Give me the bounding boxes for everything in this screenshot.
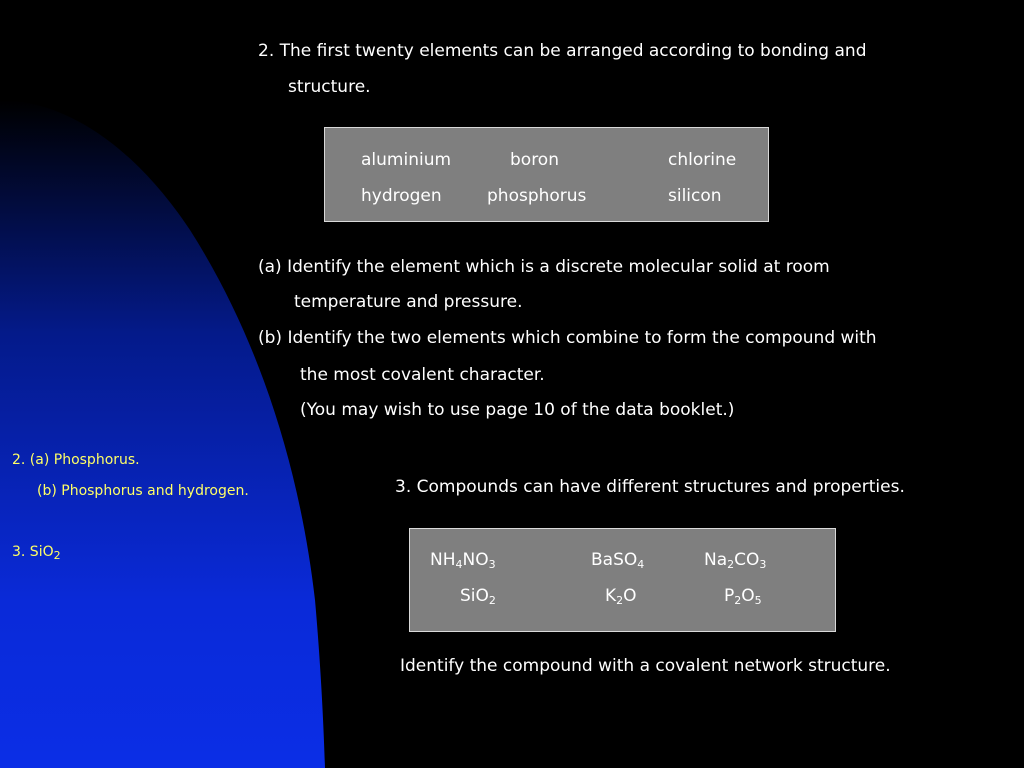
element-silicon: silicon: [668, 186, 722, 206]
compound-sio2: SiO$_2$: [460, 586, 496, 607]
answer-2b: (b) Phosphorus and hydrogen.: [37, 483, 249, 499]
element-chlorine: chlorine: [668, 150, 737, 170]
compound-p2o5: $P_2O_5$: [724, 586, 762, 607]
q2a-line1: (a) Identify the element which is a discrete molecular solid at room: [258, 257, 830, 277]
answer-3: 3. SiO$_2$: [12, 544, 61, 562]
compound-k2o: $K_2O$: [605, 586, 637, 607]
q2-line1: 2. The first twenty elements can be arranged according to bonding and: [258, 41, 867, 61]
element-boron: boron: [510, 150, 559, 170]
compound-na2co3: $Na_2CO_3$: [704, 550, 767, 571]
q2b-line3: (You may wish to use page 10 of the data booklet.): [300, 400, 735, 420]
answer-2a: 2. (a) Phosphorus.: [12, 452, 140, 468]
compound-baso4: BaSO$_4$: [591, 550, 645, 571]
q2b-line2: the most covalent character.: [300, 365, 545, 385]
q3-question: Identify the compound with a covalent network structure.: [400, 656, 891, 676]
q2-line2: structure.: [288, 77, 371, 97]
q2b-line1: (b) Identify the two elements which combine to form the compound with: [258, 328, 877, 348]
element-hydrogen: hydrogen: [361, 186, 442, 206]
element-phosphorus: phosphorus: [487, 186, 587, 206]
q3-intro: 3. Compounds can have different structures and properties.: [395, 477, 905, 497]
element-aluminium: aluminium: [361, 150, 452, 170]
compounds-box: [409, 528, 836, 632]
elements-box: [324, 127, 769, 222]
q2a-line2: temperature and pressure.: [294, 292, 523, 312]
compound-nh4no3: $NH_4NO_3$: [430, 550, 496, 571]
